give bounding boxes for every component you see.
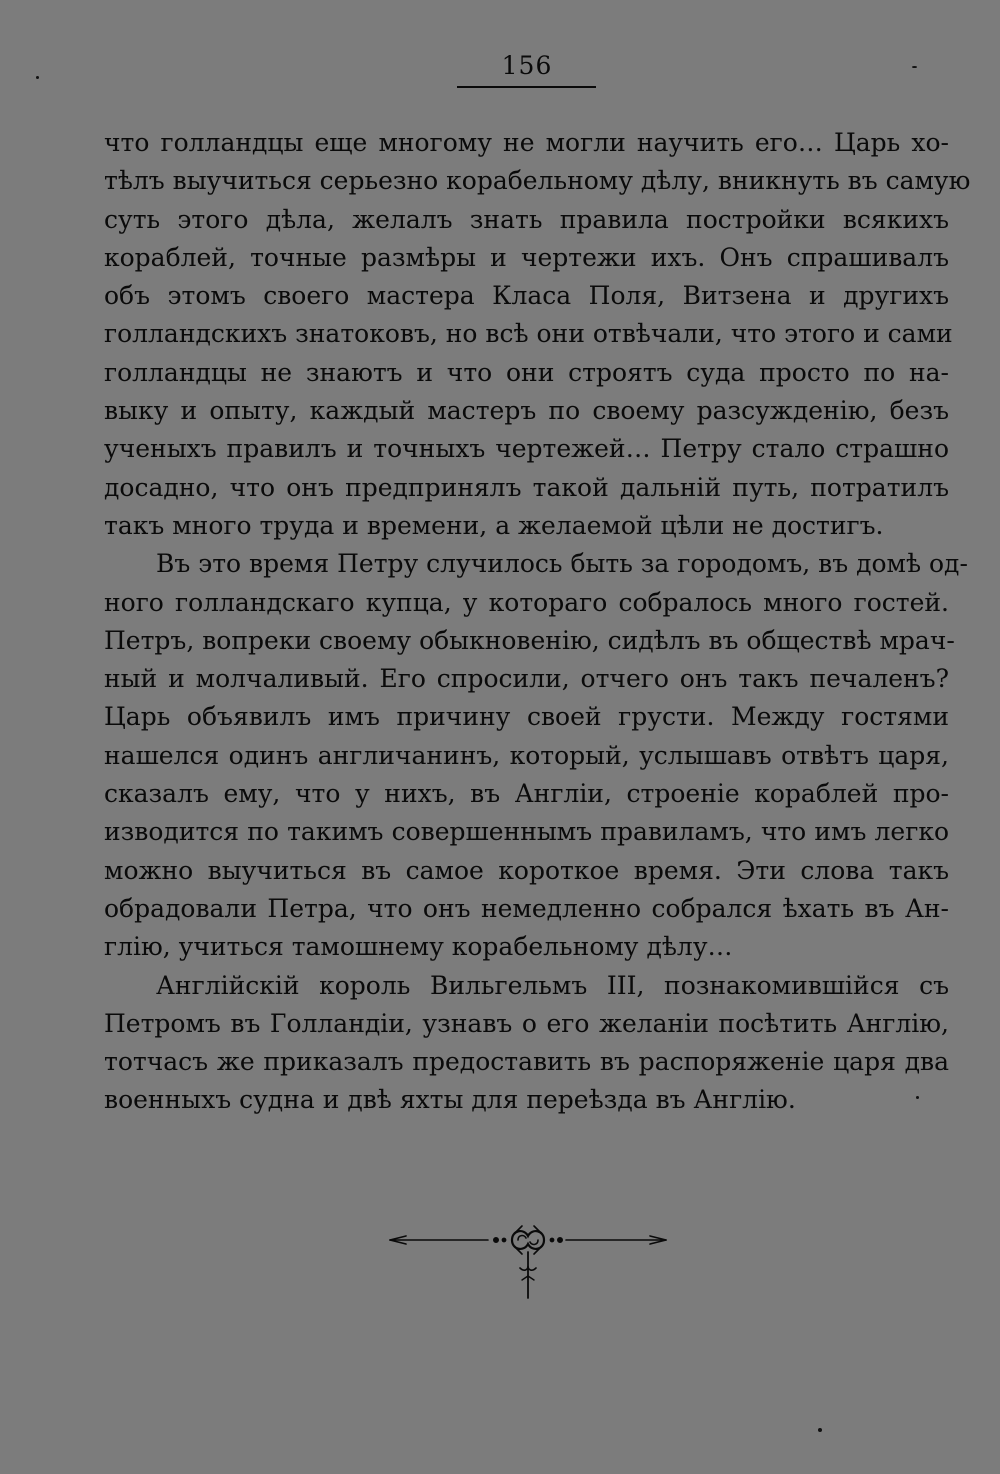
text-line: что голландцы еще многому не могли научить его… Царь хо- (104, 128, 949, 157)
text-line: тѣлъ выучиться серьезно корабельному дѣлу, вникнуть въ самую (104, 166, 971, 196)
text-line: глію, учиться тамошнему корабельному дѣлу… (104, 932, 733, 962)
text-line: можно выучиться въ самое короткое время. Эти слова такъ (104, 855, 949, 885)
scan-speck (818, 1428, 822, 1432)
paragraph-3 (104, 967, 949, 1120)
body-text (104, 124, 971, 1120)
text-line: Царь объявилъ имъ причину своей грусти. Между гостями (104, 702, 949, 732)
page-number: 156 (501, 51, 553, 80)
text-line: тотчасъ же приказалъ предоставить въ распоряженіе царя два (104, 1047, 949, 1077)
text-line: такъ много труда и времени, а желаемой цѣли не достигъ. (104, 510, 884, 540)
text-line: суть этого дѣла, желалъ знать правила постройки всякихъ (104, 204, 949, 234)
page-number-rule (457, 86, 596, 88)
text-line: ученыхъ правилъ и точныхъ чертежей… Петру стало страшно (104, 434, 949, 464)
text-line: кораблей, точные размѣры и чертежи ихъ. Онъ спрашивалъ (104, 242, 949, 272)
scan-speck (912, 66, 917, 68)
scan-speck (916, 1096, 919, 1099)
text-line: выку и опыту, каждый мастеръ по своему разсужденію, безъ (104, 396, 949, 426)
text-line: объ этомъ своего мастера Класа Поля, Витзена и другихъ (104, 281, 949, 311)
text-line: досадно, что онъ предпринялъ такой дальній путь, потратилъ (104, 472, 949, 502)
text-line: Англійскій король Вильгельмъ III, познакомившійся съ (156, 970, 949, 1000)
text-line: военныхъ судна и двѣ яхты для переѣзда въ Англію. (104, 1085, 796, 1115)
text-line: Петромъ въ Голландіи, узнавъ о его желаніи посѣтить Англію, (104, 1008, 949, 1038)
paragraph-1 (104, 124, 971, 545)
text-line: Петръ, вопреки своему обыкновенію, сидѣлъ въ обществѣ мрач- (104, 625, 955, 655)
text-line: ный и молчаливый. Его спросили, отчего онъ такъ печаленъ? (104, 664, 949, 694)
text-line: обрадовали Петра, что онъ немедленно собрался ѣхать въ Ан- (104, 893, 949, 923)
paragraph-2 (104, 545, 968, 966)
text-line: нашелся одинъ англичанинъ, который, услышавъ отвѣтъ царя, (104, 740, 949, 770)
text-line: ного голландскаго купца, у котораго собралось много гостей. (104, 587, 949, 617)
text-line: изводится по такимъ совершеннымъ правиламъ, что имъ легко (104, 817, 949, 847)
decorative-scroll-ornament-icon (388, 1218, 668, 1302)
text-line: голландцы не знаютъ и что они строятъ суда просто по на- (104, 357, 949, 387)
scan-speck (36, 76, 39, 79)
text-line: голландскихъ знатоковъ, но всѣ они отвѣчали, что этого и сами (104, 319, 953, 349)
text-line: Въ это время Петру случилось быть за городомъ, въ домѣ од- (156, 549, 968, 579)
text-line: сказалъ ему, что у нихъ, въ Англіи, строеніе кораблей про- (104, 779, 949, 809)
